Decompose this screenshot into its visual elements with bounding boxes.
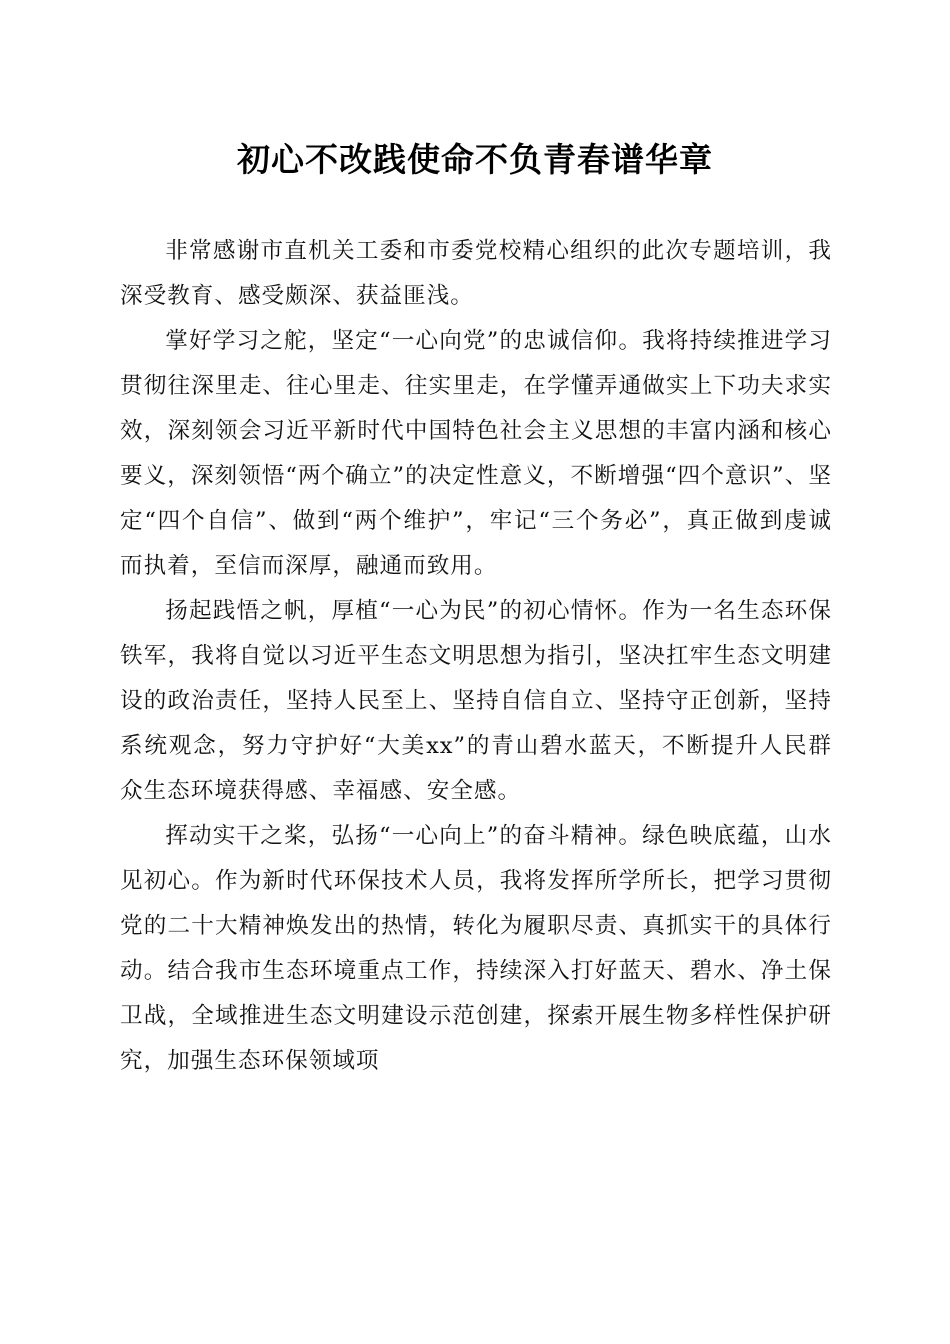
document-title: 初心不改践使命不负青春谱华章	[237, 140, 713, 179]
paragraph-4: 挥动实干之桨，弘扬“一心向上”的奋斗精神。绿色映底蕴，山水见初心。作为新时代环保技术人员，我将发挥所学所长，把学习贯彻党的二十大精神焕发出的热情，转化为履职尽责、真抓实干的具体行动。结合我市生态环境重点工作，持续深入打好蓝天、碧水、净土保卫战，全域推进生态文明建设示范创建，探索开展生物多样性保护研究，加强生态环保领域项	[120, 823, 832, 1074]
paragraph-3: 扬起践悟之帆，厚植“一心为民”的初心情怀。作为一名生态环保铁军，我将自觉以习近平生态文明思想为指引，坚决扛牢生态文明建设的政治责任，坚持人民至上、坚持自信自立、坚持守正创新，坚持系统观念，努力守护好“大美xx”的青山碧水蓝天，不断提升人民群众生态环境获得感、幸福感、安全感。	[120, 598, 832, 804]
paragraph-1: 非常感谢市直机关工委和市委党校精心组织的此次专题培训，我深受教育、感受颇深、获益匪浅。	[120, 238, 832, 309]
paragraph-2: 掌好学习之舵，坚定“一心向党”的忠诚信仰。我将持续推进学习贯彻往深里走、往心里走、往实里走，在学懂弄通做实上下功夫求实效，深刻领会习近平新时代中国特色社会主义思想的丰富内涵和核心要义，深刻领悟“两个确立”的决定性意义，不断增强“四个意识”、坚定“四个自信”、做到“两个维护”，牢记“三个务必”，真正做到虔诚而执着，至信而深厚，融通而致用。	[120, 328, 832, 579]
document-body	[120, 229, 832, 1084]
